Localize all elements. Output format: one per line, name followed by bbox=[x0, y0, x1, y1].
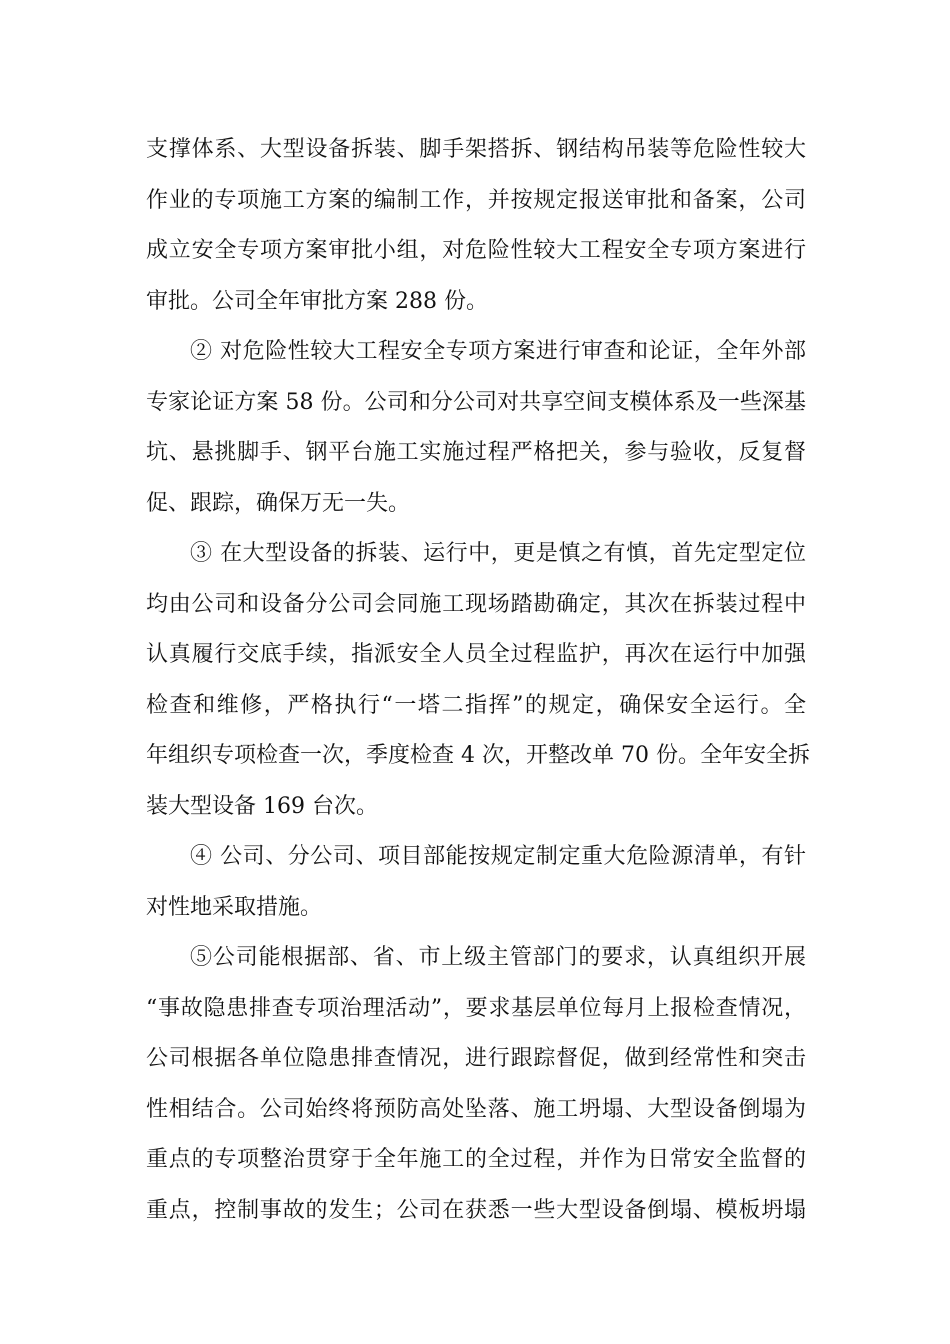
document-body bbox=[146, 125, 810, 1236]
paragraph-4 bbox=[146, 832, 806, 933]
text-line: 检查和维修，严格执行“一塔二指挥”的规定，确保安全运行。全 bbox=[146, 692, 806, 718]
text-line: 年组织专项检查一次，季度检查 4 次，开整改单 70 份。全年安全拆 bbox=[146, 743, 810, 768]
text-line: 促、跟踪，确保万无一失。 bbox=[146, 490, 411, 516]
text-line: ② 对危险性较大工程安全专项方案进行审查和论证，全年外部 bbox=[190, 339, 806, 364]
text-line: 对性地采取措施。 bbox=[146, 894, 323, 920]
text-line: 作业的专项施工方案的编制工作，并按规定报送审批和备案，公司 bbox=[146, 187, 806, 213]
text-line: ④ 公司、分公司、项目部能按规定制定重大危险源清单，有针 bbox=[190, 844, 806, 869]
paragraph-1 bbox=[146, 125, 806, 327]
text-line: ③ 在大型设备的拆装、运行中，更是慎之有慎，首先定型定位 bbox=[190, 541, 806, 566]
text-line: 均由公司和设备分公司会同施工现场踏勘确定，其次在拆装过程中 bbox=[146, 591, 806, 617]
text-line: 审批。公司全年审批方案 288 份。 bbox=[146, 288, 488, 314]
paragraph-5 bbox=[146, 933, 806, 1236]
text-line: 重点，控制事故的发生；公司在获悉一些大型设备倒塌、模板坍塌 bbox=[146, 1197, 806, 1223]
text-line: 支撑体系、大型设备拆装、脚手架搭拆、钢结构吊装等危险性较大 bbox=[146, 137, 806, 162]
text-line: 公司根据各单位隐患排查情况，进行跟踪督促，做到经常性和突击 bbox=[146, 1046, 806, 1071]
text-line: 装大型设备 169 台次。 bbox=[146, 793, 378, 819]
text-line: 认真履行交底手续，指派安全人员全过程监护，再次在运行中加强 bbox=[146, 642, 806, 667]
paragraph-3 bbox=[146, 529, 810, 832]
text-line: 成立安全专项方案审批小组，对危险性较大工程安全专项方案进行 bbox=[146, 238, 806, 263]
text-line: 专家论证方案 58 份。公司和分公司对共享空间支模体系及一些深基 bbox=[146, 389, 806, 415]
paragraph-2 bbox=[146, 327, 806, 529]
text-line: 性相结合。公司始终将预防高处坠落、施工坍塌、大型设备倒塌为 bbox=[146, 1096, 806, 1122]
text-line: ⑤公司能根据部、省、市上级主管部门的要求，认真组织开展 bbox=[190, 945, 806, 970]
text-line: 坑、悬挑脚手、钢平台施工实施过程严格把关，参与验收，反复督 bbox=[146, 440, 806, 465]
text-line: 重点的专项整治贯穿于全年施工的全过程，并作为日常安全监督的 bbox=[146, 1147, 806, 1172]
text-line: “事故隐患排查专项治理活动”，要求基层单位每月上报检查情况， bbox=[146, 995, 806, 1021]
